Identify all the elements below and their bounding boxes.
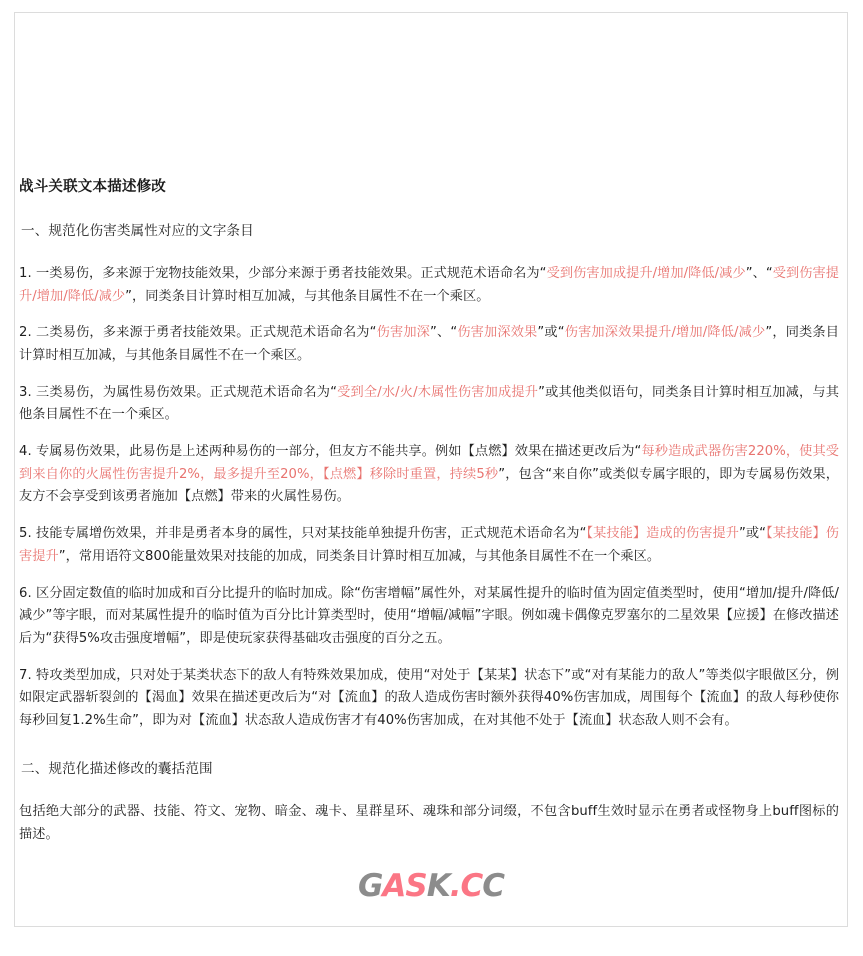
section-heading-two: 二、规范化描述修改的囊括范围 bbox=[21, 760, 213, 777]
body-text-run: ”，同类条目计算时相互加减，与其他条目属性不在一个乘区。 bbox=[19, 325, 839, 363]
paragraph-7 bbox=[17, 665, 845, 733]
body-text-run: 6. 区分固定数值的临时加成和百分比提升的临时加成。除“伤害增幅”属性外，对某属性提升的临时值为固定值类型时，使用“增加/提升/降低/减少”等字眼，而对某属性提升的临时值为百分比计算类型时，使用“增幅/减幅”字眼。例如魂卡偶像克罗塞尔的二星效果【应援】在修改描述后为“获得5%攻击强度增幅”，即是使玩家获得基础攻击强度的百分之五。 bbox=[19, 585, 839, 646]
page-title: 战斗关联文本描述修改 bbox=[19, 179, 166, 195]
highlighted-term: 【某技能】造成的伤害提升 bbox=[586, 526, 739, 542]
paragraph-3 bbox=[17, 382, 845, 427]
paragraph-4 bbox=[17, 441, 845, 509]
watermark-letter: K bbox=[426, 868, 450, 904]
watermark-letter: A bbox=[382, 868, 406, 904]
highlighted-term: 每秒造成武器伤害220%，使其受到来自你的火属性伤害提升2%，最多提升至20%，【点燃】移除时重置，持续5秒 bbox=[19, 444, 839, 482]
section-heading-one: 一、规范化伤害类属性对应的文字条目 bbox=[21, 222, 254, 239]
paragraph-6 bbox=[17, 583, 845, 651]
body-text-run: ”或“ bbox=[537, 325, 565, 341]
body-text-run: ”，常用语符文800能量效果对技能的加成，同类条目计算时相互加减，与其他条目属性不在一个乘区。 bbox=[58, 548, 661, 564]
top-spacer bbox=[17, 13, 845, 177]
paragraph-2 bbox=[17, 322, 845, 367]
watermark-letter: G bbox=[357, 868, 383, 904]
watermark-letter: C bbox=[460, 868, 483, 904]
watermark-letter: . bbox=[449, 868, 461, 904]
watermark-letter: C bbox=[482, 868, 505, 904]
body-text-run: ”，同类条目计算时相互加减，与其他条目属性不在一个乘区。 bbox=[125, 288, 490, 304]
document-page-frame bbox=[14, 12, 848, 927]
site-watermark bbox=[15, 868, 847, 904]
section-gap bbox=[17, 733, 845, 759]
paragraph-1 bbox=[17, 263, 845, 308]
body-text-run: 包括绝大部分的武器、技能、符文、宠物、暗金、魂卡、星群星环、魂珠和部分词缀，不包含buff生效时显示在勇者或怪物身上buff图标的描述。 bbox=[19, 803, 839, 842]
body-text-run: 4. 专属易伤效果，此易伤是上述两种易伤的一部分，但友方不能共享。例如【点燃】效果在描述更改后为“ bbox=[19, 444, 642, 460]
document-body bbox=[15, 13, 847, 846]
watermark-letter: S bbox=[405, 868, 427, 904]
body-text-run: 5. 技能专属增伤效果，并非是勇者本身的属性，只对某技能单独提升伤害，正式规范术语命名为“ bbox=[19, 526, 587, 542]
body-text-run: 1. 一类易伤，多来源于宠物技能效果，少部分来源于勇者技能效果。正式规范术语命名为“ bbox=[19, 265, 547, 281]
body-text-run: ”、“ bbox=[745, 265, 773, 281]
body-text-run: ”、“ bbox=[430, 325, 458, 341]
section-two bbox=[17, 759, 845, 846]
body-text-run: 2. 二类易伤，多来源于勇者技能效果。正式规范术语命名为“ bbox=[19, 325, 377, 341]
body-text-run: 3. 三类易伤，为属性易伤效果。正式规范术语命名为“ bbox=[19, 384, 337, 400]
highlighted-term: 伤害加深效果提升/增加/降低/减少 bbox=[564, 325, 766, 341]
highlighted-term: 受到伤害提升/增加/降低/减少 bbox=[19, 265, 840, 304]
paragraph-5 bbox=[17, 523, 845, 568]
highlighted-term: 伤害加深 bbox=[376, 325, 431, 341]
highlighted-term: 受到伤害加成提升/增加/降低/减少 bbox=[546, 265, 746, 281]
highlighted-term: 受到全/水/火/木属性伤害加成提升 bbox=[336, 384, 539, 400]
body-text-run: ”或“ bbox=[738, 526, 767, 542]
section-one bbox=[17, 221, 845, 733]
paragraph-8 bbox=[17, 801, 845, 846]
body-text-run: 7. 特攻类型加成，只对处于某类状态下的敌人有特殊效果加成，使用“对处于【某某】状态下”或“对有某能力的敌人”等类似字眼做区分，例如限定武器斩裂剑的【渴血】效果在描述更改后为“对【流血】的敌人造成伤害时额外获得40%伤害加成，周围每个【流血】的敌人每秒使你每秒回复1.2%生命”，即为对【流血】状态敌人造成伤害才有40%伤害加成，在对其他不处于【流血】状态敌人则不会有。 bbox=[19, 667, 839, 729]
highlighted-term: 伤害加深效果 bbox=[457, 325, 538, 341]
body-text-run: ”或其他类似语句，同类条目计算时相互加减，与其他条目属性不在一个乘区。 bbox=[19, 384, 839, 423]
body-text-run: ”，包含“来自你”或类似专属字眼的，即为专属易伤效果，友方不会享受到该勇者施加【点燃】带来的火属性易伤。 bbox=[19, 466, 840, 505]
highlighted-term: 【某技能】伤害提升 bbox=[19, 526, 839, 564]
